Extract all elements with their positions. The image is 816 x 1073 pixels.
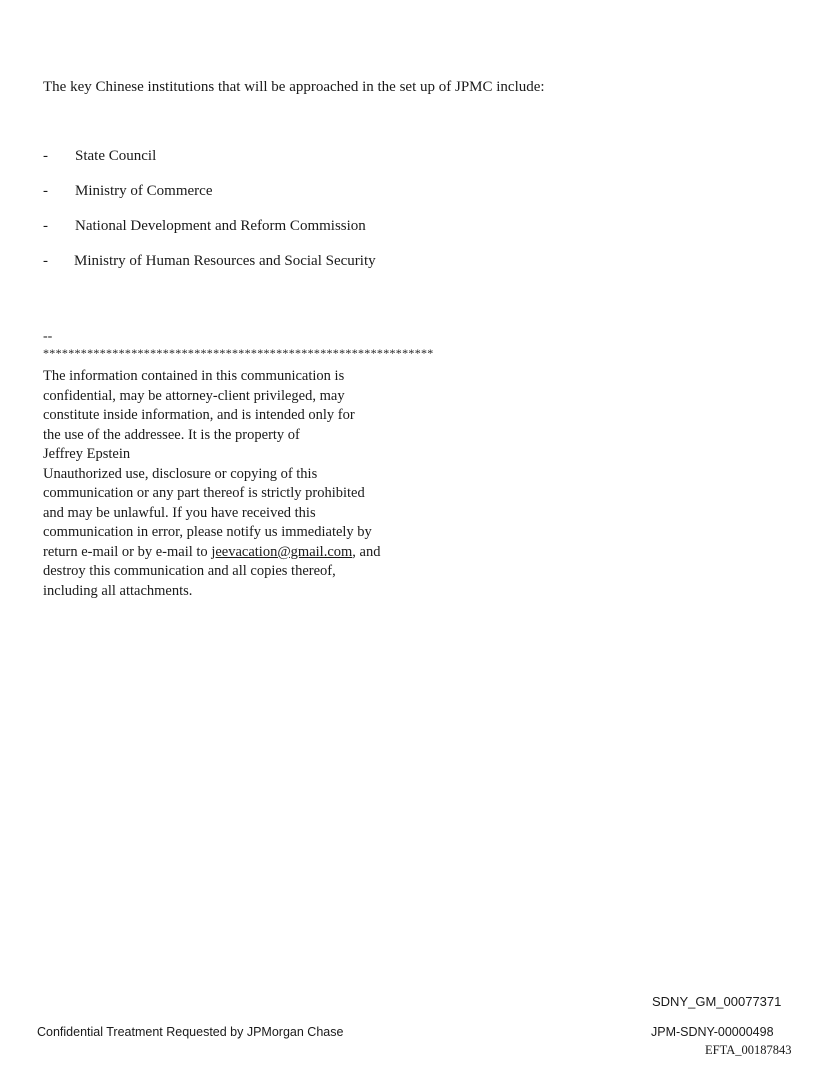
bates-number-jpm: JPM-SDNY-00000498: [651, 1025, 774, 1039]
disclaimer-line: communication in error, please notify us immediately by: [43, 524, 372, 540]
disclaimer-line: and may be unlawful. If you have received this: [43, 504, 316, 521]
bates-number-efta: EFTA_00187843: [705, 1043, 792, 1057]
email-line-suffix: , and: [352, 543, 381, 560]
institution-label: Ministry of Human Resources and Social Security: [74, 253, 376, 269]
disclaimer-line: confidential, may be attorney-client privileged, may: [43, 387, 345, 404]
email-line-prefix: return e-mail or by e-mail to: [43, 543, 212, 560]
bullet-dash: -: [43, 148, 48, 164]
intro-paragraph: The key Chinese institutions that will be approached in the set up of JPMC include:: [43, 79, 545, 95]
bullet-dash: -: [43, 253, 48, 269]
signature-separator: --: [43, 329, 53, 344]
disclaimer-email-line: [43, 543, 380, 563]
email-link[interactable]: jeevacation@gmail.com: [211, 543, 353, 560]
confidential-treatment-notice: Confidential Treatment Requested by JPMorgan Chase: [37, 1025, 344, 1039]
institution-label: National Development and Reform Commission: [75, 218, 366, 234]
disclaimer-line: Jeffrey Epstein: [43, 446, 131, 462]
confidentiality-disclaimer: [43, 367, 380, 601]
institution-label: State Council: [75, 148, 157, 164]
bullet-dash: -: [43, 218, 48, 234]
institution-label: Ministry of Commerce: [75, 183, 213, 199]
bates-number-sdny: SDNY_GM_00077371: [652, 994, 782, 1009]
disclaimer-line: destroy this communication and all copies thereof,: [43, 563, 336, 579]
disclaimer-line: including all attachments.: [43, 582, 193, 599]
disclaimer-line: The information contained in this communication is: [43, 368, 345, 384]
disclaimer-line: constitute inside information, and is intended only for: [43, 407, 355, 423]
disclaimer-line: Unauthorized use, disclosure or copying of this: [43, 465, 318, 482]
asterisk-rule: **************************************************************: [43, 346, 434, 360]
disclaimer-line: the use of the addressee. It is the property of: [43, 426, 300, 443]
bullet-dash: -: [43, 183, 48, 199]
disclaimer-line: communication or any part thereof is strictly prohibited: [43, 485, 365, 501]
